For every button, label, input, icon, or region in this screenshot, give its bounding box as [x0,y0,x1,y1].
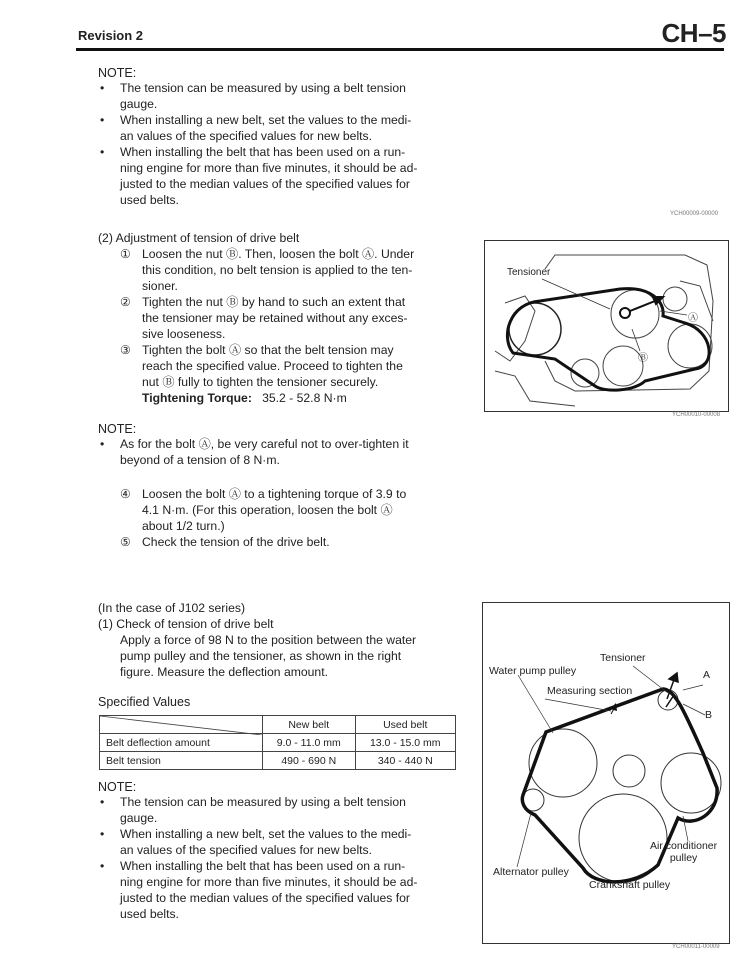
ac-pulley [661,753,721,813]
j102-body: Apply a force of 98 N to the position between the water pump pulley and the tensioner, as shown in the right figure. Measure the deflection amount. [120,633,417,679]
tensioner-figure [484,240,729,412]
idler-pulley [613,755,645,787]
cell-used: 13.0 - 15.0 mm [355,734,455,752]
step-2: ② Tighten the nut Ⓑ by hand to such an extent that the tensioner may be retained without any exces- sive looseness. [120,295,408,341]
note-item: • As for the bolt Ⓐ, be very careful not to over-tighten it beyond of a tension of 8 N·m. [98,436,460,468]
header-chapter: CH–5 [661,18,726,48]
row-label: Belt tension [100,752,263,770]
label-a: A [703,669,711,681]
note-2 [98,422,460,468]
figure-ref: YCH00011-00009 [672,944,720,950]
label-alternator: Alternator pulley [493,866,569,878]
label-a: Ⓐ [688,313,698,324]
torque-value: 35.2 - 52.8 N·m [262,391,347,405]
note-item: • The tension can be measured by using a belt tension gauge. [98,794,460,826]
note-list [98,794,460,922]
spec-table [99,715,456,770]
table-row [100,716,456,734]
cell-new: 490 - 690 N [263,752,356,770]
figure-ref: YCH00009-00000 [670,211,719,217]
adjust-title: (2) Adjustment of tension of drive belt [98,231,300,245]
note-list [98,436,460,468]
header-used-belt: Used belt [355,716,455,734]
header-revision: Revision 2 [78,28,144,43]
note-3 [98,780,460,922]
label-tensioner: Tensioner [507,267,551,278]
table-row [100,752,456,770]
cell-new: 9.0 - 11.0 mm [263,734,356,752]
j102-check-title: (1) Check of tension of drive belt [98,617,274,631]
note-item: • When installing the belt that has been used on a run- ning engine for more than five minutes, it should be ad- justed to the median values of the specified values for used belts. [98,144,460,208]
cell-used: 340 - 440 N [355,752,455,770]
adjust-steps [120,246,460,406]
spec-title: Specified Values [98,695,191,709]
note-title: NOTE: [98,66,137,80]
label-tensioner: Tensioner [600,652,646,664]
header-rule [76,48,724,51]
label-crankshaft: Crankshaft pulley [589,879,671,891]
label-measuring: Measuring section [547,685,633,697]
note-list [98,80,460,208]
torque-label: Tightening Torque: [142,391,252,405]
row-label: Belt deflection amount [100,734,263,752]
step-3: ③ Tighten the bolt Ⓐ so that the belt tension may reach the specified value. Proceed to tighten the nut Ⓑ fully to tighten the tensioner securely. Tightening Torque: 35.2 - 52.8 N·m [120,343,403,405]
note-title: NOTE: [98,422,137,436]
note-item: • When installing a new belt, set the values to the medi- an values of the specified values for new belts. [98,112,460,144]
water-pump-pulley [529,729,597,797]
label-ac: Air conditioner pulley [650,840,718,864]
label-b: B [705,709,713,721]
j102-case: (In the case of J102 series) [98,601,245,615]
table-corner-cell [100,716,263,734]
note-item: • The tension can be measured by using a belt tension gauge. [98,80,460,112]
steps-more [120,486,460,550]
note-1 [98,66,460,208]
table-row [100,734,456,752]
header-new-belt: New belt [263,716,356,734]
note-item: • When installing the belt that has been used on a run- ning engine for more than five minutes, it should be ad- justed to the median values of the specified values for used belts. [98,858,460,922]
diagonal-line [100,716,262,735]
figure-ref: YCH00010-00008 [672,412,721,418]
label-b: Ⓑ [638,353,648,364]
step-4: ④ Loosen the bolt Ⓐ to a tightening torque of 3.9 to 4.1 N·m. (For this operation, loosen the bolt Ⓐ about 1/2 turn.) [120,487,407,533]
note-item: • When installing a new belt, set the values to the medi- an values of the specified values for new belts. [98,826,460,858]
label-water-pump: Water pump pulley [489,665,577,677]
step-1: ① Loosen the nut Ⓑ. Then, loosen the bolt Ⓐ. Under this condition, no belt tension is applied to the ten- sioner. [120,247,415,293]
step-5: ⑤ Check the tension of the drive belt. [120,535,330,549]
note-title: NOTE: [98,780,137,794]
pulley-figure [482,602,730,944]
